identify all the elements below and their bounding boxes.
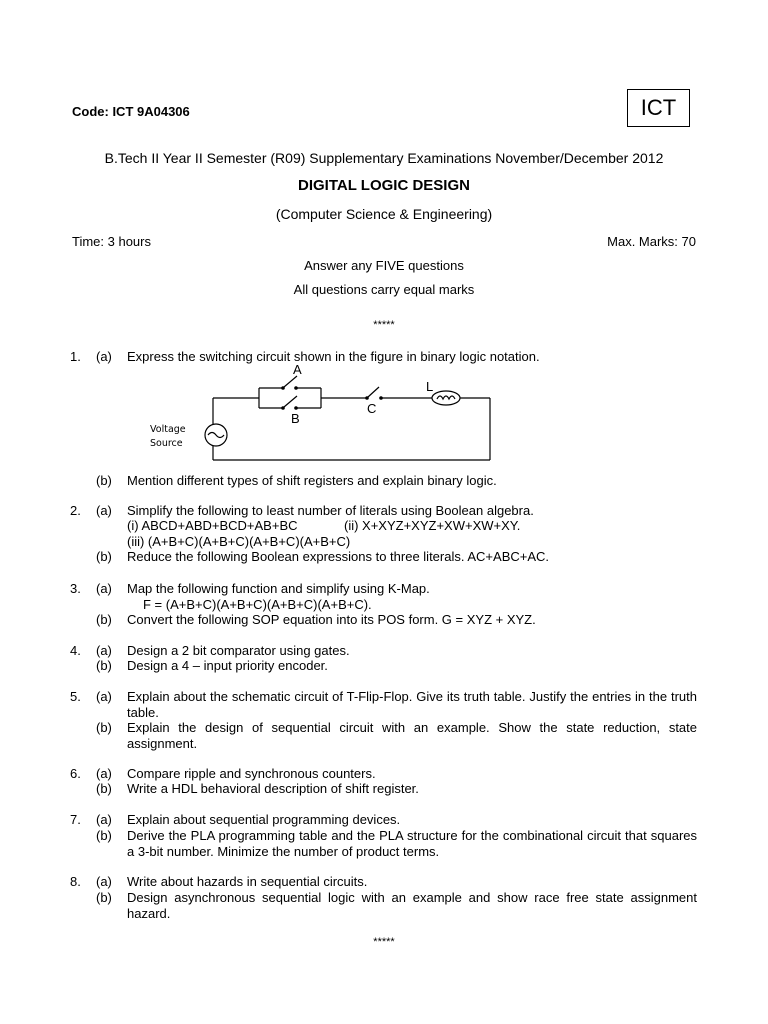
question-text: Write a HDL behavioral description of shift register. <box>127 781 419 796</box>
question-number: 6. <box>70 766 81 781</box>
question-text: Mention different types of shift registers and explain binary logic. <box>127 473 497 488</box>
question-part: (b) <box>96 549 112 564</box>
separator-top: ***** <box>373 319 395 331</box>
switch-c-contact <box>365 396 369 400</box>
question-text: Explain the design of sequential circuit with an example. Show the state reduction, state assignment. <box>127 720 697 751</box>
switch-b-contact <box>281 406 285 410</box>
switch-a-label: A <box>293 362 302 377</box>
instruction-answer-five: Answer any FIVE questions <box>304 258 464 273</box>
question-text: Explain about the schematic circuit of T-Flip-Flop. Give its truth table. Justify the entries in the truth table. <box>127 689 697 720</box>
question-text: Simplify the following to least number of literals using Boolean algebra. <box>127 503 534 518</box>
question-part: (a) <box>96 581 112 596</box>
question-text: Design asynchronous sequential logic with an example and show race free state assignment hazard. <box>127 890 697 921</box>
question-part: (b) <box>96 612 112 627</box>
voltage-source-label: Voltage <box>150 424 186 435</box>
separator-bottom: ***** <box>373 936 395 948</box>
question-3a-function: F = (A+B+C)(A+B+C)(A+B+C)(A+B+C). <box>143 597 372 612</box>
switch-c-blade <box>368 387 379 397</box>
switch-b-contact <box>294 406 298 410</box>
branch-code-box: ICT <box>627 89 690 127</box>
question-number: 1. <box>70 349 81 364</box>
question-number: 4. <box>70 643 81 658</box>
question-2a-item-ii: (ii) X+XYZ+XYZ+XW+XW+XY. <box>344 518 521 533</box>
question-part: (b) <box>96 890 112 905</box>
question-text: Design a 2 bit comparator using gates. <box>127 643 350 658</box>
question-part: (a) <box>96 503 112 518</box>
question-paper-code: Code: ICT 9A04306 <box>72 104 190 119</box>
question-number: 8. <box>70 874 81 889</box>
question-number: 2. <box>70 503 81 518</box>
department: (Computer Science & Engineering) <box>275 206 493 222</box>
question-part: (a) <box>96 349 112 364</box>
question-text: Compare ripple and synchronous counters. <box>127 766 376 781</box>
switch-c-contact <box>379 396 383 400</box>
switch-a-contact <box>281 386 285 390</box>
question-part: (a) <box>96 643 112 658</box>
question-part: (b) <box>96 720 112 735</box>
load-lamp-filament <box>437 396 455 399</box>
question-2a-item-i: (i) ABCD+ABD+BCD+AB+BC <box>127 518 298 533</box>
question-number: 5. <box>70 689 81 704</box>
question-part: (b) <box>96 781 112 796</box>
question-text: Express the switching circuit shown in the figure in binary logic notation. <box>127 349 540 364</box>
question-part: (a) <box>96 689 112 704</box>
switch-c-label: C <box>367 401 377 416</box>
question-part: (b) <box>96 828 112 843</box>
switching-circuit-figure <box>145 360 505 465</box>
question-part: (b) <box>96 473 112 488</box>
question-number: 7. <box>70 812 81 827</box>
exam-duration: Time: 3 hours <box>72 234 151 249</box>
question-part: (b) <box>96 658 112 673</box>
question-text: Design a 4 – input priority encoder. <box>127 658 328 673</box>
question-text: Convert the following SOP equation into its POS form. G = XYZ + XYZ. <box>127 612 536 627</box>
voltage-source-label: Source <box>150 438 183 449</box>
switch-a-blade <box>284 376 297 387</box>
question-text: Write about hazards in sequential circuits. <box>127 874 368 889</box>
question-2a-item-iii: (iii) (A+B+C)(A+B+C)(A+B+C)(A+B+C) <box>127 534 351 549</box>
switch-a-contact <box>294 386 298 390</box>
load-label: L <box>426 379 434 394</box>
question-part: (a) <box>96 874 112 889</box>
question-part: (a) <box>96 812 112 827</box>
max-marks: Max. Marks: 70 <box>607 234 696 249</box>
question-text: Explain about sequential programming devices. <box>127 812 401 827</box>
subject-title: DIGITAL LOGIC DESIGN <box>298 177 470 194</box>
exam-description: B.Tech II Year II Semester (R09) Supplementary Examinations November/December 2012 <box>104 150 664 166</box>
question-text: Reduce the following Boolean expressions to three literals. AC+ABC+AC. <box>127 549 550 564</box>
question-part: (a) <box>96 766 112 781</box>
question-text: Derive the PLA programming table and the PLA structure for the combinational circuit that squares a 3-bit number. Minimize the number of product terms. <box>127 828 697 859</box>
instruction-equal-marks: All questions carry equal marks <box>293 282 475 297</box>
switch-b-blade <box>284 396 297 407</box>
question-number: 3. <box>70 581 81 596</box>
load-lamp <box>432 391 460 405</box>
question-text: Map the following function and simplify using K-Map. <box>127 581 430 596</box>
switch-b-label: B <box>291 411 300 426</box>
